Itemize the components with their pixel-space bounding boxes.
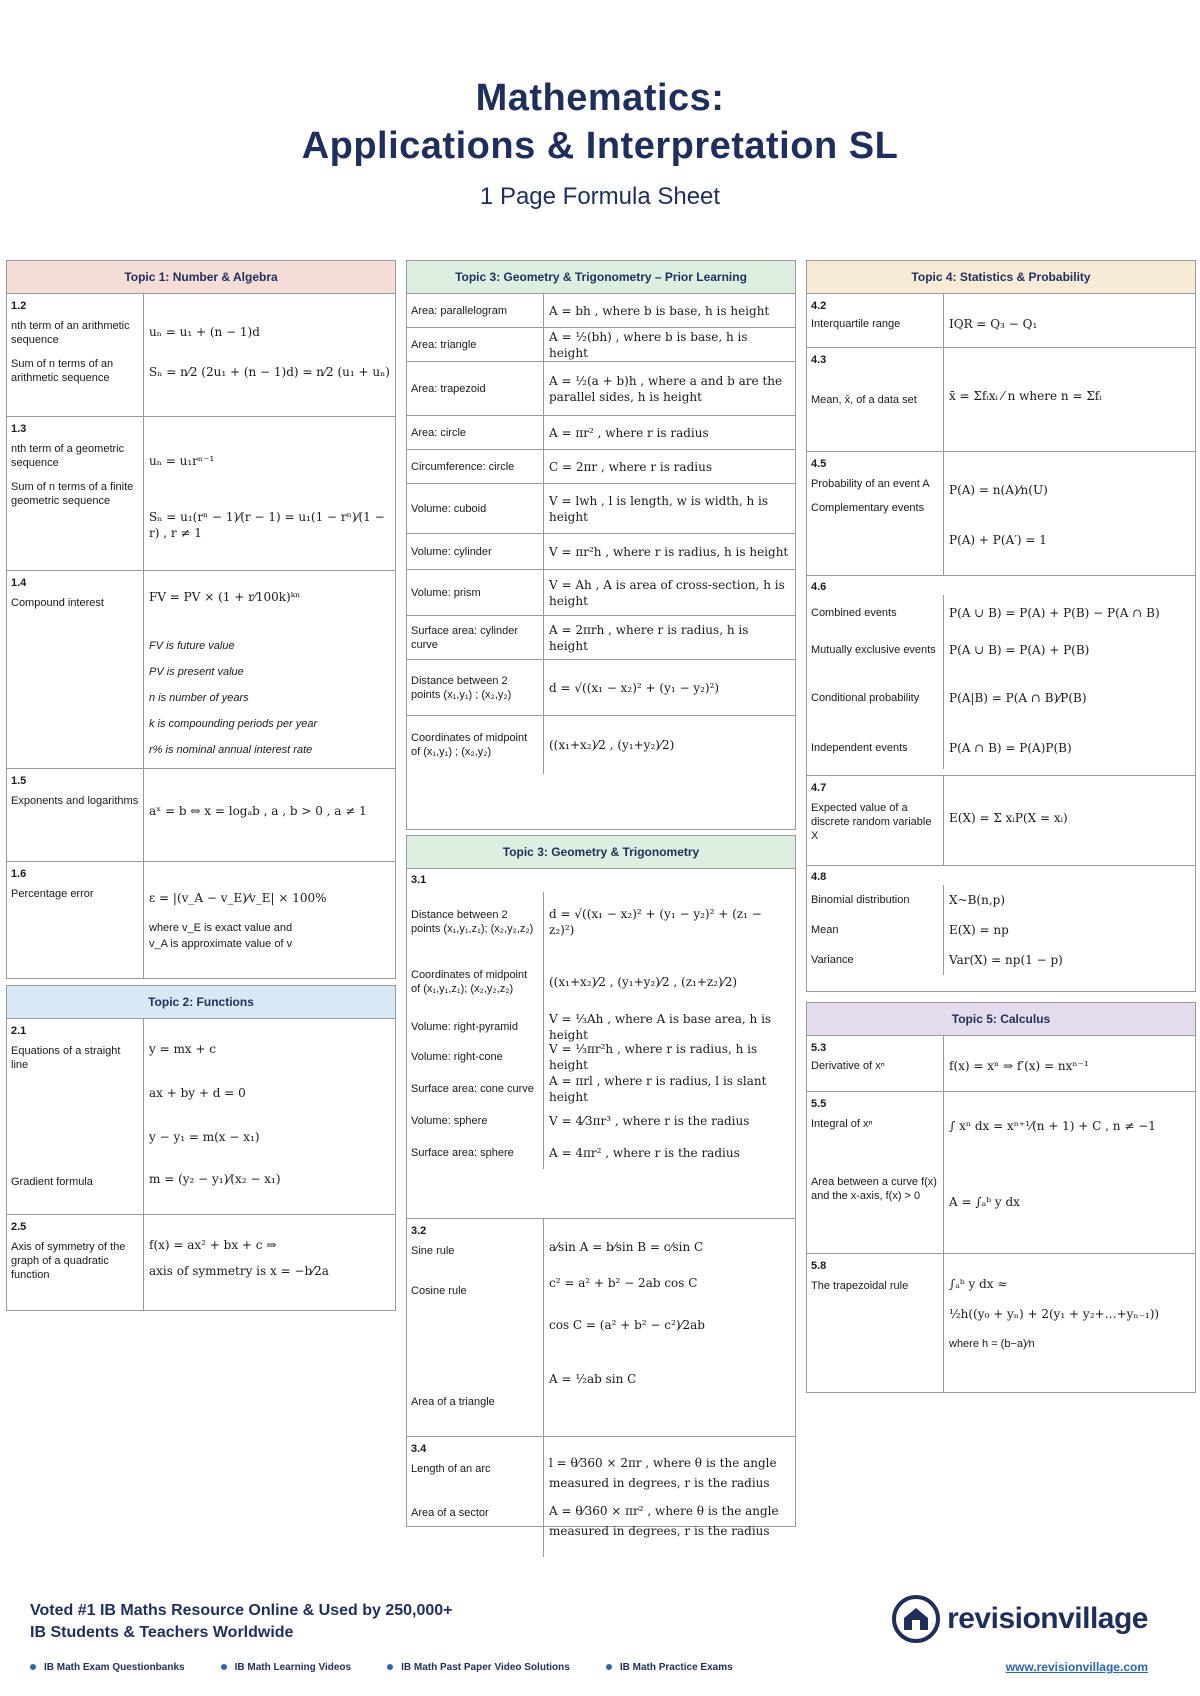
topic2-panel (6, 985, 396, 1311)
topic1-header: Topic 1: Number & Algebra (7, 261, 395, 294)
footer-links (30, 1662, 1170, 1673)
section-number: 3.1 (411, 874, 427, 886)
section-number: 1.3 (11, 423, 27, 435)
logo-icon (891, 1594, 941, 1644)
section-number: 4.6 (811, 581, 827, 593)
section-number: 4.5 (811, 458, 827, 470)
formula: y − y₁ = m(x − x₁) (149, 1130, 260, 1144)
formula-label: Derivative of xⁿ (811, 1060, 885, 1072)
formula: aˣ = b ⇔ x = logₐb , a , b > 0 , a ≠ 1 (149, 804, 367, 818)
formula: ∫ xⁿ dx = xⁿ⁺¹⁄(n + 1) + C , n ≠ −1 (949, 1119, 1156, 1133)
section-number: 3.4 (411, 1443, 427, 1455)
formula: A = πrl , where r is radius, l is slant height (549, 1074, 767, 1104)
formula-row (807, 945, 1195, 975)
formula: uₙ = u₁ + (n − 1)d (149, 325, 260, 339)
formula-label: Complementary events (811, 502, 925, 514)
formula: f(x) = xⁿ ⇒ f′(x) = nxⁿ⁻¹ (949, 1059, 1089, 1073)
section-3-1 (407, 869, 795, 1219)
formula: x̄ = Σfᵢxᵢ ⁄ n where n = Σfᵢ (949, 389, 1102, 403)
formula-row (407, 1012, 795, 1042)
formula: cos C = (a² + b² − c²)⁄2ab (549, 1318, 705, 1332)
formula-label: Area: trapezoid (407, 362, 544, 415)
tagline-line1: Voted #1 IB Maths Resource Online & Used by 250,000+ (30, 1602, 453, 1619)
formula-label: Axis of symmetry of the graph of a quadratic function (11, 1241, 126, 1281)
formula-label: Volume: cuboid (407, 484, 544, 533)
formula-row (407, 1106, 795, 1136)
revisionvillage-logo[interactable] (891, 1594, 1148, 1644)
formula-row (407, 616, 795, 660)
section-number: 4.8 (811, 871, 827, 883)
section-number: 2.1 (11, 1025, 27, 1037)
section-number: 4.2 (811, 300, 827, 312)
topic3-prior-header: Topic 3: Geometry & Trigonometry – Prior Learning (407, 261, 795, 294)
section-number: 1.4 (11, 577, 27, 589)
formula-row (407, 294, 795, 328)
formula: A = ½(bh) , where b is base, h is height (549, 329, 748, 360)
formula: l = θ⁄360 × 2πr , where θ is the angle measured in degrees, r is the radius (549, 1456, 777, 1490)
section-1-3 (7, 417, 395, 571)
section-5-5 (807, 1092, 1195, 1254)
formula-label: Area between a curve f(x) and the x-axis, f(x) > 0 (811, 1176, 937, 1202)
section-4-6 (807, 576, 1195, 776)
section-number: 4.3 (811, 354, 827, 366)
formula: Sₙ = u₁(rⁿ − 1)⁄(r − 1) = u₁(1 − rⁿ)⁄(1 − r) , r ≠ 1 (149, 510, 385, 540)
bullet-icon (387, 1664, 393, 1670)
formula: X~B(n,p) (949, 893, 1006, 907)
section-number: 5.8 (811, 1260, 827, 1272)
topic4-panel (806, 260, 1196, 992)
formula-label: Equations of a straight line (11, 1045, 121, 1071)
formula: ∫ₐᵇ y dx ≈ (949, 1277, 1008, 1291)
section-5-8 (807, 1254, 1195, 1393)
page-title-line1: Mathematics: (475, 77, 725, 119)
formula: V = ⅓Ah , where A is base area, h is height (549, 1012, 772, 1042)
formula-label: Area of a sector (411, 1507, 489, 1519)
page-subtitle: 1 Page Formula Sheet (479, 183, 721, 210)
formula-label: Sum of n terms of an arithmetic sequence (11, 358, 114, 384)
formula: IQR = Q₃ − Q₁ (949, 317, 1038, 331)
formula-label: Area of a triangle (411, 1396, 495, 1408)
formula: V = ⅓πr²h , where r is radius, h is height (549, 1042, 758, 1072)
formula-label: Volume: right-pyramid (407, 1012, 544, 1042)
formula-row (407, 450, 795, 484)
tagline-line2: IB Students & Teachers Worldwide (30, 1624, 294, 1641)
section-number: 2.5 (11, 1221, 27, 1233)
page-title-line2: Applications & Interpretation SL (301, 125, 899, 167)
section-1-4 (7, 571, 395, 769)
formula-label: Percentage error (11, 888, 94, 900)
topic3-panel (406, 835, 796, 1538)
footer-link-label: IB Math Exam Questionbanks (44, 1662, 185, 1673)
formula-label: Volume: prism (407, 570, 544, 615)
formula-row (807, 885, 1195, 915)
formula: P(A|B) = P(A ∩ B)⁄P(B) (949, 691, 1087, 705)
formula-label: Expected value of a discrete random variable X (811, 802, 932, 842)
formula: c² = a² + b² − 2ab cos C (549, 1276, 698, 1290)
section-3-2 (407, 1219, 795, 1437)
title-block (0, 74, 1200, 214)
footer-link-questionbanks[interactable] (30, 1662, 185, 1673)
note: v_A is approximate value of v (149, 938, 293, 950)
section-1-5 (7, 769, 395, 862)
note: FV is future value (149, 640, 235, 652)
formula-row (407, 952, 795, 1012)
bullet-icon (30, 1664, 36, 1670)
formula-label: nth term of a geometric sequence (11, 443, 125, 469)
formula-label: Length of an arc (411, 1463, 491, 1475)
formula: E(X) = Σ xᵢP(X = xᵢ) (949, 811, 1068, 825)
formula-label: Volume: sphere (407, 1106, 544, 1136)
formula-label: Binomial distribution (807, 885, 944, 915)
formula: A = bh , where b is base, h is height (549, 303, 770, 318)
formula-label: Sum of n terms of a finite geometric sequence (11, 481, 134, 507)
formula: ε = |(v_A − v_E)⁄v_E| × 100% (149, 891, 327, 905)
formula: A = πr² , where r is radius (549, 425, 709, 440)
formula-label: Probability of an event A (811, 478, 930, 490)
bullet-icon (606, 1664, 612, 1670)
formula: A = 2πrh , where r is radius, h is height (549, 622, 749, 653)
formula-label: Independent events (807, 727, 944, 769)
formula: V = lwh , l is length, w is width, h is height (549, 493, 769, 524)
footer-link-past-papers[interactable] (387, 1662, 570, 1673)
formula-row (407, 1072, 795, 1106)
formula-label: Surface area: cylinder curve (407, 616, 544, 659)
formula: y = mx + c (149, 1042, 217, 1056)
section-3-4 (407, 1437, 795, 1557)
formula: uₙ = u₁rⁿ⁻¹ (149, 454, 215, 468)
section-number: 1.6 (11, 868, 27, 880)
topic3-prior-panel (406, 260, 796, 830)
formula: ½h((y₀ + yₙ) + 2(y₁ + y₂+…+yₙ₋₁)) (949, 1307, 1160, 1321)
formula-row (407, 892, 795, 952)
section-number: 5.5 (811, 1098, 827, 1110)
formula: where h = (b−a)⁄n (949, 1338, 1035, 1350)
formula-row (407, 416, 795, 450)
note: PV is present value (149, 666, 244, 678)
formula: d = √((x₁ − x₂)² + (y₁ − y₂)²) (549, 680, 720, 695)
footer-link-videos[interactable] (221, 1662, 352, 1673)
note: k is compounding periods per year (149, 718, 318, 730)
formula-label: Compound interest (11, 597, 104, 609)
formula-row (407, 484, 795, 534)
formula: ((x₁+x₂)⁄2 , (y₁+y₂)⁄2) (549, 738, 675, 752)
formula: ((x₁+x₂)⁄2 , (y₁+y₂)⁄2 , (z₁+z₂)⁄2) (549, 975, 738, 989)
formula-row (407, 362, 795, 416)
formula-label: Sine rule (411, 1245, 455, 1257)
formula-label: Gradient formula (11, 1176, 93, 1188)
formula: V = πr²h , where r is radius, h is height (549, 544, 789, 559)
footer-link-practice-exams[interactable] (606, 1662, 733, 1673)
formula: V = 4⁄3πr³ , where r is the radius (549, 1114, 750, 1128)
topic1-panel (6, 260, 396, 979)
formula: P(A ∪ B) = P(A) + P(B) (949, 643, 1090, 657)
footer-link-label: IB Math Past Paper Video Solutions (401, 1662, 570, 1673)
formula-label: Mean (807, 915, 944, 945)
website-link[interactable]: www.revisionvillage.com (1005, 1660, 1148, 1674)
section-4-2 (807, 294, 1195, 348)
formula-label: Mutually exclusive events (807, 631, 944, 669)
section-2-1 (7, 1019, 395, 1215)
formula-row (807, 669, 1195, 727)
formula: A = ∫ₐᵇ y dx (949, 1195, 1020, 1209)
formula-label: Surface area: cone curve (407, 1072, 544, 1106)
note: n is number of years (149, 692, 249, 704)
formula-label: Area: parallelogram (407, 294, 544, 327)
formula-label: Area: circle (407, 416, 544, 449)
formula-label: nth term of an arithmetic sequence (11, 320, 130, 346)
note: r% is nominal annual interest rate (149, 744, 313, 756)
topic5-panel (806, 1002, 1196, 1393)
formula: Var(X) = np(1 − p) (949, 953, 1063, 967)
formula: A = ½ab sin C (549, 1372, 637, 1386)
topic3-header: Topic 3: Geometry & Trigonometry (407, 836, 795, 869)
bullet-icon (221, 1664, 227, 1670)
footer-link-label: IB Math Practice Exams (619, 1662, 733, 1673)
section-1-6 (7, 862, 395, 979)
topic5-header: Topic 5: Calculus (807, 1003, 1195, 1036)
formula-label: Exponents and logarithms (11, 795, 139, 807)
section-number: 1.2 (11, 300, 27, 312)
section-4-3 (807, 348, 1195, 452)
formula: d = √((x₁ − x₂)² + (y₁ − y₂)² + (z₁ − z₂)²) (549, 907, 762, 937)
formula-label: The trapezoidal rule (811, 1280, 909, 1292)
section-4-7 (807, 776, 1195, 866)
formula-label: Coordinates of midpoint of (x₁,y₁) ; (x₂,y₂) (407, 716, 544, 774)
formula: A = 4πr² , where r is the radius (549, 1145, 740, 1160)
note: where v_E is exact value and (149, 922, 293, 934)
formula-row (807, 915, 1195, 945)
formula: FV = PV × (1 + r⁄100k)ᵏⁿ (149, 590, 301, 604)
section-number: 5.3 (811, 1042, 827, 1054)
formula: A = ½(a + b)h , where a and b are the parallel sides, h is height (549, 373, 783, 404)
formula: P(A ∪ B) = P(A) + P(B) − P(A ∩ B) (949, 606, 1160, 620)
formula-label: Conditional probability (807, 669, 944, 727)
formula-row (807, 727, 1195, 769)
section-2-5 (7, 1215, 395, 1311)
formula-row (407, 570, 795, 616)
formula-label: Coordinates of midpoint of (x₁,y₁,z₁); (x₂,y₂,z₂) (407, 952, 544, 1012)
section-1-2 (7, 294, 395, 417)
section-number: 4.7 (811, 782, 827, 794)
formula: V = Ah , A is area of cross-section, h is height (549, 577, 785, 608)
formula-label: Integral of xⁿ (811, 1118, 873, 1130)
formula-label: Circumference: circle (407, 450, 544, 483)
formula-label: Interquartile range (811, 318, 901, 330)
logo-text: revisionvillage (947, 1602, 1148, 1635)
formula: f(x) = ax² + bx + c ⇒ (149, 1238, 277, 1252)
section-5-3 (807, 1036, 1195, 1092)
formula-label: Distance between 2 points (x₁,y₁,z₁); (x₂,y₂,z₂) (407, 892, 544, 952)
formula-row (407, 1136, 795, 1169)
formula: m = (y₂ − y₁)⁄(x₂ − x₁) (149, 1172, 281, 1186)
formula-label: Surface area: sphere (407, 1136, 544, 1169)
formula-label: Cosine rule (411, 1285, 467, 1297)
formula: A = θ⁄360 × πr² , where θ is the angle measured in degrees, r is the radius (549, 1504, 779, 1538)
topic2-header: Topic 2: Functions (7, 986, 395, 1019)
formula: P(A) = n(A)⁄n(U) (949, 483, 1048, 497)
formula-row (407, 328, 795, 362)
formula: C = 2πr , where r is radius (549, 459, 712, 474)
formula: a⁄sin A = b⁄sin B = c⁄sin C (549, 1240, 704, 1254)
formula-label: Area: triangle (407, 328, 544, 361)
formula: P(A) + P(A′) = 1 (949, 533, 1047, 547)
formula-row (407, 660, 795, 716)
formula-label: Combined events (807, 595, 944, 631)
formula-label: Volume: cylinder (407, 534, 544, 569)
formula-label: Variance (807, 945, 944, 975)
formula-label: Volume: right-cone (407, 1042, 544, 1072)
topic4-header: Topic 4: Statistics & Probability (807, 261, 1195, 294)
footer-link-label: IB Math Learning Videos (234, 1662, 352, 1673)
section-4-5 (807, 452, 1195, 576)
formula: P(A ∩ B) = P(A)P(B) (949, 741, 1072, 755)
formula-row (807, 631, 1195, 669)
formula-row (807, 595, 1195, 631)
section-number: 1.5 (11, 775, 27, 787)
formula: E(X) = np (949, 923, 1009, 937)
section-number: 3.2 (411, 1225, 427, 1237)
formula-row (407, 1042, 795, 1072)
section-4-8 (807, 866, 1195, 988)
formula: axis of symmetry is x = −b⁄2a (149, 1264, 329, 1278)
formula-label: Distance between 2 points (x₁,y₁) ; (x₂,y₂) (407, 660, 544, 715)
footer-tagline (30, 1600, 453, 1644)
formula-row (407, 534, 795, 570)
formula-row (407, 716, 795, 774)
formula: ax + by + d = 0 (149, 1086, 246, 1100)
formula: Sₙ = n⁄2 (2u₁ + (n − 1)d) = n⁄2 (u₁ + uₙ) (149, 365, 390, 379)
formula-label: Mean, x̄, of a data set (811, 394, 917, 406)
